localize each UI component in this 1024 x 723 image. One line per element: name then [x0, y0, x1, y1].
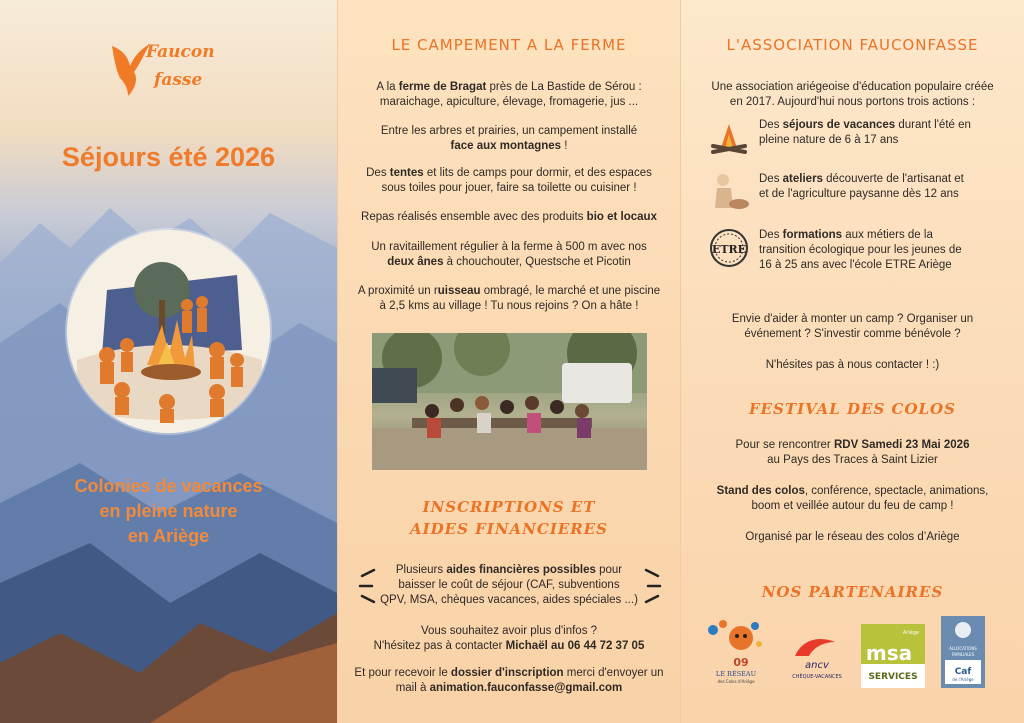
- text-run: Pour se rencontrer: [735, 439, 834, 451]
- colos-ariege-logo: [701, 616, 771, 688]
- left-panel: [0, 0, 337, 723]
- subtitle-line: Colonies de vacances: [74, 476, 263, 496]
- etre-logo-text: ETRE: [711, 243, 747, 256]
- campement-paragraph-4: [352, 210, 666, 225]
- section-heading-festival: FESTIVAL DES COLOS: [749, 400, 956, 418]
- text-run: maraichage, apiculture, élevage, fromagerie, jus ...: [379, 96, 639, 108]
- ancv-logo: [787, 632, 847, 682]
- aides-paragraph: [352, 563, 666, 608]
- text-run: boom et veillée autour du feu de camp !: [751, 500, 954, 512]
- text-run: pleine nature de 6 à 17 ans: [759, 134, 899, 146]
- campement-paragraph-2: [352, 124, 666, 154]
- fauconfasse-logo: [108, 36, 218, 102]
- section-heading-campement: LE CAMPEMENT A LA FERME: [391, 36, 627, 54]
- text-run-bold: séjours de vacances: [782, 119, 896, 131]
- text-run: en 2017. Aujourd'hui nous portons trois actions :: [729, 96, 976, 108]
- campement-paragraph-6: [352, 284, 666, 314]
- text-run: ombragé, le marché et une piscine: [480, 285, 661, 297]
- text-run-bold: ateliers: [782, 173, 823, 185]
- text-run: Plusieurs: [395, 564, 447, 576]
- festival-paragraph-2: [695, 484, 1010, 514]
- subtitle-line: en pleine nature: [99, 501, 238, 521]
- text-run: mail à: [395, 682, 430, 694]
- craft-workshop-icon: [707, 172, 751, 212]
- dossier-paragraph: [352, 666, 666, 696]
- text-run: QPV, MSA, chèques vacances, aides spéciales ...): [380, 594, 638, 606]
- text-run: à chouchouter, Questsche et Picotin: [443, 256, 631, 268]
- page-title: Séjours été 2026: [61, 142, 276, 172]
- text-run: au Pays des Traces à Saint Lizier: [767, 454, 938, 466]
- text-run-bold: formations: [782, 229, 843, 241]
- text-run: Repas réalisés ensemble avec des produits: [361, 211, 587, 223]
- text-run: baisser le coût de séjour (CAF, subventions: [398, 579, 620, 591]
- action-text: [759, 172, 1000, 202]
- text-run: à 2,5 kms au village ! Tu nous rejoins ? On a hâte !: [379, 300, 639, 312]
- contact-paragraph: [352, 624, 666, 654]
- caf-line-1: ALLOCATIONS: [949, 646, 977, 651]
- text-run: A la: [376, 81, 399, 93]
- action-text: [759, 118, 1000, 148]
- heading-line: INSCRIPTIONS ET: [422, 498, 596, 516]
- text-run-bold: ferme de Bragat: [398, 81, 487, 93]
- contact-line: N'hésites pas à nous contacter ! :): [765, 359, 940, 371]
- caf-text: Caf: [954, 667, 972, 677]
- text-run: Des: [759, 119, 783, 131]
- text-run-bold: face aux montagnes: [450, 140, 562, 152]
- action-text: [759, 228, 1000, 273]
- text-run: découverte de l'artisanat et: [822, 173, 964, 185]
- text-run-bold: uisseau: [437, 285, 481, 297]
- section-heading-partners: NOS PARTENAIRES: [761, 583, 944, 601]
- text-run: pour: [595, 564, 623, 576]
- caf-logo: [941, 616, 985, 688]
- festival-organizer: Organisé par le réseau des colos d’Ariège: [745, 531, 960, 543]
- text-run: Des: [759, 173, 783, 185]
- text-run-bold: tentes: [389, 167, 424, 179]
- camp-photo: [372, 333, 647, 470]
- campement-paragraph-5: [352, 240, 666, 270]
- text-run: transition écologique pour les jeunes de: [759, 244, 962, 256]
- text-run: 16 à 25 ans avec l'école ETRE Ariège: [759, 259, 952, 271]
- association-intro: [695, 80, 1010, 110]
- contact-phone: Michaël au 06 44 72 37 05: [505, 640, 645, 652]
- text-run: merci d'envoyer un: [563, 667, 664, 679]
- text-run: durant l'été en: [895, 119, 971, 131]
- colos-title: LE RÉSEAU: [715, 670, 757, 678]
- middle-panel: [337, 0, 680, 723]
- text-run: A proximité un r: [357, 285, 438, 297]
- section-heading-inscriptions: [338, 498, 680, 538]
- action-item-sejours: [707, 118, 1000, 158]
- text-run: Des: [759, 229, 783, 241]
- caf-subtitle: de l'Ariège: [952, 677, 974, 682]
- logo-line-2: fasse: [154, 70, 203, 90]
- campfire-illustration: [67, 230, 270, 433]
- text-run: Des: [366, 167, 390, 179]
- volunteer-paragraph: [695, 312, 1010, 342]
- logo-line-1: Faucon: [146, 42, 215, 62]
- festival-date: RDV Samedi 23 Mai 2026: [833, 439, 970, 451]
- text-run: Un ravitaillement régulier à la ferme à 500 m avec nos: [371, 241, 647, 253]
- heading-line: AIDES FINANCIERES: [410, 520, 608, 538]
- text-run: sous toiles pour jouer, faire sa toilette ou cuisiner !: [381, 182, 637, 194]
- text-run: Et pour recevoir le: [354, 667, 451, 679]
- text-run: événement ? S'investir comme bénévole ?: [744, 328, 961, 340]
- ancv-text: ancv: [805, 660, 829, 671]
- msa-text: msa: [865, 641, 913, 665]
- campfire-icon: [707, 118, 751, 158]
- text-run-bold: deux ânes: [387, 256, 444, 268]
- msa-subtitle: SERVICES: [868, 672, 918, 682]
- text-run: , conférence, spectacle, animations,: [804, 485, 989, 497]
- text-run: Entre les arbres et prairies, un campement installé: [380, 125, 638, 137]
- text-run: N'hésitez pas à contacter: [373, 640, 506, 652]
- text-run: et lits de camps pour dormir, et des espaces: [423, 167, 652, 179]
- text-run-bold: Stand des colos: [716, 485, 805, 497]
- text-run: aux métiers de la: [842, 229, 933, 241]
- right-panel: [680, 0, 1024, 723]
- ancv-subtitle: CHÈQUE-VACANCES: [792, 674, 842, 680]
- text-run-bold: aides financières possibles: [446, 564, 596, 576]
- text-run: Une association ariégeoise d'éducation populaire créée: [711, 81, 994, 93]
- campement-paragraph-1: [352, 80, 666, 110]
- caf-line-2: FAMILIALES: [951, 652, 975, 657]
- section-heading-association: L'ASSOCIATION FAUCONFASSE: [726, 36, 979, 54]
- partner-logos: [701, 616, 1012, 688]
- action-item-formations: [707, 228, 1000, 273]
- left-subtitle: [0, 474, 337, 549]
- action-item-ateliers: [707, 172, 1000, 212]
- text-run: Vous souhaitez avoir plus d'infos ?: [420, 625, 598, 637]
- text-run-bold: dossier d'inscription: [450, 667, 564, 679]
- contact-email[interactable]: animation.fauconfasse@gmail.com: [429, 682, 623, 694]
- text-run: Envie d'aider à monter un camp ? Organiser un: [731, 313, 974, 325]
- colos-subtitle: des Colos d'Ariège: [717, 679, 755, 684]
- text-run: et de l'agriculture paysanne dès 12 ans: [759, 188, 959, 200]
- msa-region: Ariège: [902, 630, 920, 636]
- campement-paragraph-3: [352, 166, 666, 196]
- msa-logo: [861, 624, 925, 688]
- subtitle-line: en Ariège: [127, 526, 210, 546]
- colos-number: 09: [733, 656, 749, 669]
- text-run-bold: bio et locaux: [586, 211, 657, 223]
- text-run: près de La Bastide de Sérou :: [486, 81, 642, 93]
- festival-paragraph-1: [695, 438, 1010, 468]
- etre-logo-icon: [707, 228, 751, 268]
- text-run: !: [561, 140, 568, 152]
